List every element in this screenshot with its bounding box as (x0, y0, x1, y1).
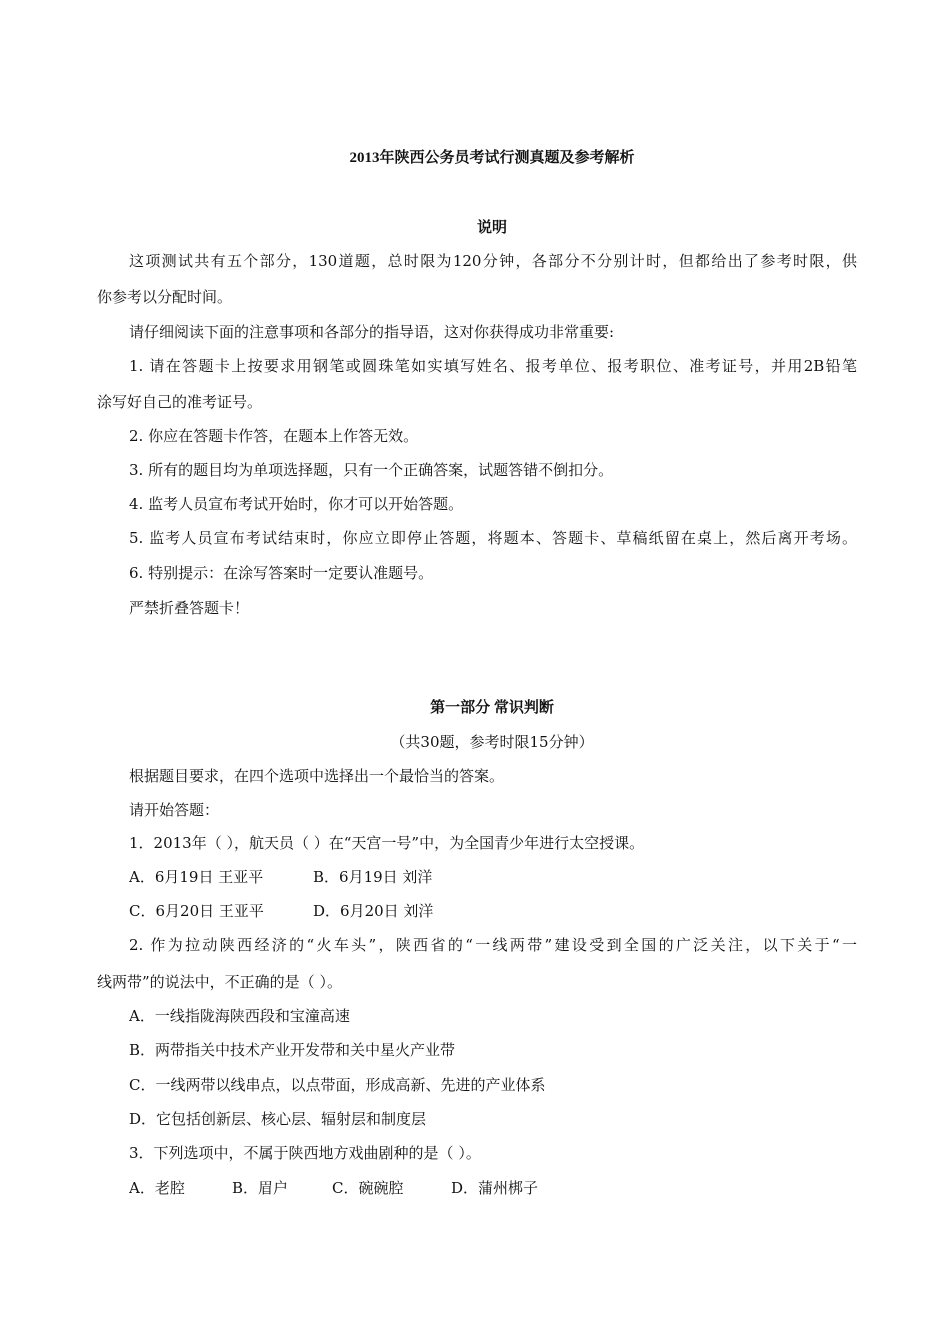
question-3-option-b: B．眉户 (232, 1179, 289, 1197)
question-3-option-d: D．蒲州梆子 (451, 1179, 539, 1197)
instruction-item-5: 5. 监考人员宣布考试结束时，你应立即停止答题，将题本、答题卡、草稿纸留在桌上，然后离开考场。 (129, 529, 857, 547)
instruction-item-2: 2. 你应在答题卡作答，在题本上作答无效。 (129, 427, 419, 445)
question-1-options-row1 (129, 867, 857, 887)
part1-start: 请开始答题： (129, 801, 220, 819)
instruction-warning: 严禁折叠答题卡！ (129, 599, 250, 617)
document-title: 2013年陕西公务员考试行测真题及参考解析 (349, 150, 635, 166)
question-2-stem-line2: 线两带”的说法中，不正确的是（ ）。 (97, 973, 342, 991)
question-3-options (129, 1178, 857, 1198)
question-2-stem-line1: 2. 作为拉动陕西经济的“火车头”，陕西省的“一线两带”建设受到全国的广泛关注，以下关于“一 (129, 936, 857, 954)
question-2-option-c: C．一线两带以线串点，以点带面，形成高新、先进的产业体系 (129, 1076, 546, 1094)
instructions-para1-line2: 你参考以分配时间。 (97, 288, 233, 306)
question-1-stem: 1．2013年（ ），航天员（ ）在“天宫一号”中，为全国青少年进行太空授课。 (129, 834, 645, 852)
question-2-option-b: B．两带指关中技术产业开发带和关中星火产业带 (129, 1041, 456, 1059)
question-1-options-row2 (129, 901, 857, 921)
instruction-item-3: 3. 所有的题目均为单项选择题，只有一个正确答案，试题答错不倒扣分。 (129, 461, 614, 479)
instruction-item-6: 6. 特别提示：在涂写答案时一定要认准题号。 (129, 564, 434, 582)
question-1-option-d: D．6月20日 刘洋 (313, 902, 434, 920)
question-2-option-d: D．它包括创新层、核心层、辐射层和制度层 (129, 1110, 427, 1128)
instruction-item-4: 4. 监考人员宣布考试开始时，你才可以开始答题。 (129, 495, 464, 513)
instructions-para2: 请仔细阅读下面的注意事项和各部分的指导语，这对你获得成功非常重要: (129, 323, 615, 341)
instruction-item-1-line1: 1. 请在答题卡上按要求用钢笔或圆珠笔如实填写姓名、报考单位、报考职位、准考证号，并用2B铅笔 (129, 357, 857, 375)
question-1-option-a: A．6月19日 王亚平 (129, 868, 264, 886)
question-1-option-b: B．6月19日 刘洋 (313, 868, 433, 886)
part1-direction: 根据题目要求，在四个选项中选择出一个最恰当的答案。 (129, 767, 505, 785)
instructions-para1-line1: 这项测试共有五个部分，130道题，总时限为120分钟，各部分不分别计时，但都给出了参考时限，供 (129, 252, 857, 270)
instructions-heading: 说明 (476, 220, 507, 236)
part1-heading: 第一部分 常识判断 (430, 700, 554, 716)
question-3-option-a: A．老腔 (129, 1179, 185, 1197)
question-3-option-c: C．碗碗腔 (332, 1179, 404, 1197)
question-3-stem: 3．下列选项中，不属于陕西地方戏曲剧种的是（ ）。 (129, 1144, 481, 1162)
question-1-option-c: C．6月20日 王亚平 (129, 902, 264, 920)
part1-subheading: （共30题，参考时限15分钟） (390, 733, 594, 751)
question-2-option-a: A．一线指陇海陕西段和宝潼高速 (129, 1007, 350, 1025)
instruction-item-1-line2: 涂写好自己的准考证号。 (97, 393, 263, 411)
